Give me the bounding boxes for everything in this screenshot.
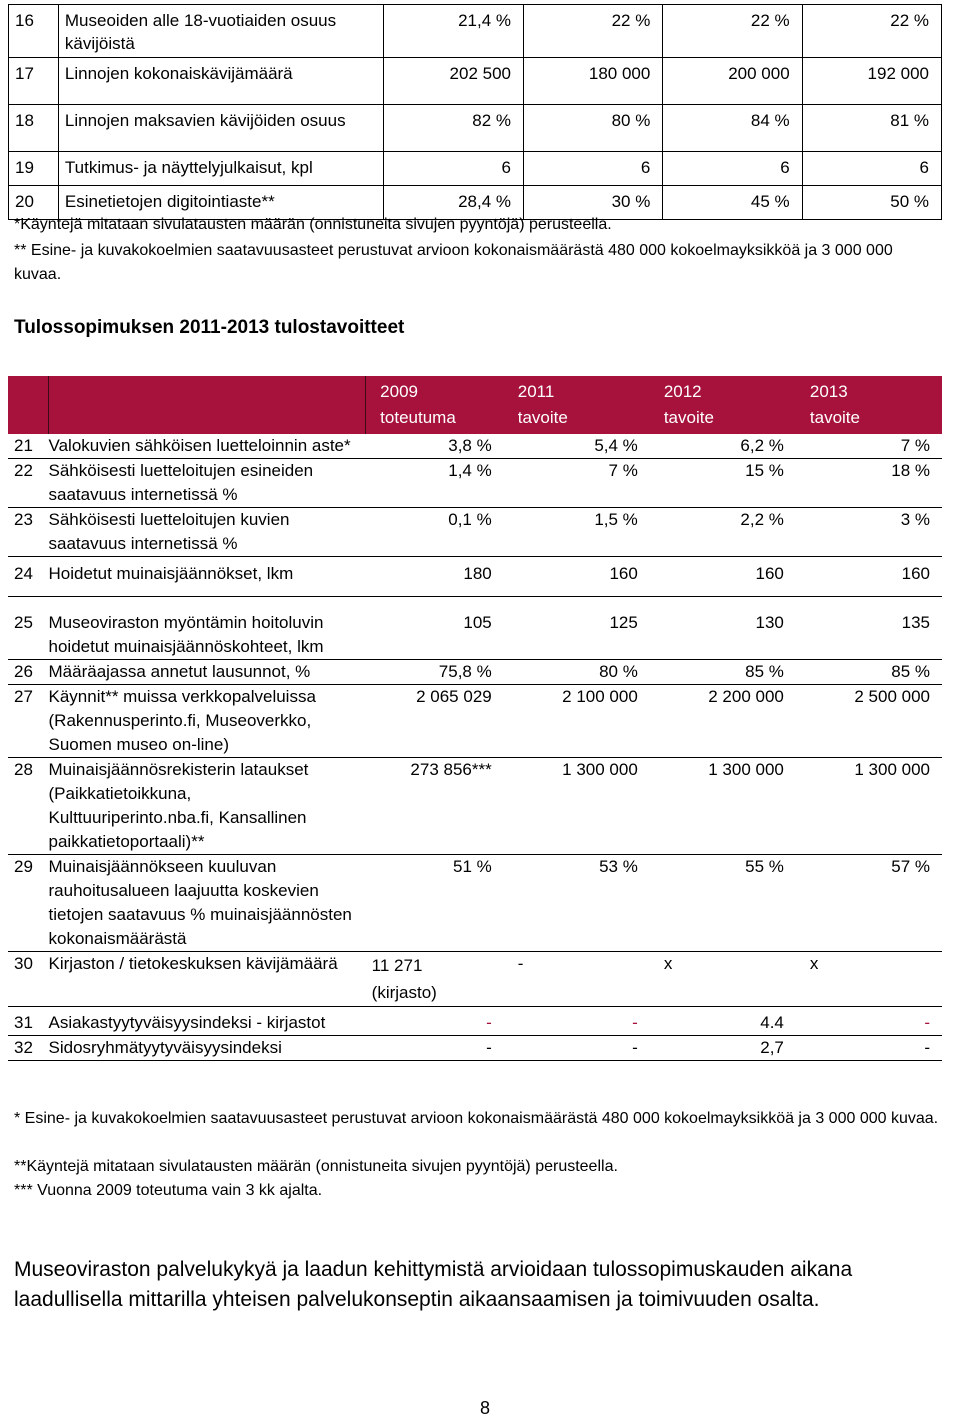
value-cell: 18 % bbox=[796, 459, 942, 508]
table-row bbox=[8, 855, 942, 952]
row-number: 21 bbox=[14, 436, 33, 455]
table-row bbox=[8, 597, 942, 660]
value-cell: 7 % bbox=[504, 459, 650, 508]
row-label: Määräajassa annetut lausunnot, % bbox=[49, 660, 366, 685]
column-header-2013: 2013 tavoite bbox=[796, 376, 942, 434]
value-cell: 85 % bbox=[796, 660, 942, 685]
table-row bbox=[8, 1036, 942, 1061]
value-cell: - bbox=[504, 952, 650, 1007]
table-row bbox=[8, 459, 942, 508]
row-number: 31 bbox=[8, 1007, 49, 1036]
row-label: Museoviraston myöntämin hoitoluvin hoidetut muinaisjäännöskohteet, lkm bbox=[49, 597, 366, 660]
indicator-table-top bbox=[8, 4, 942, 220]
row-number: 28 bbox=[8, 758, 49, 855]
value-cell: 30 % bbox=[524, 186, 663, 220]
value-cell: - bbox=[366, 1007, 504, 1036]
value-cell: 81 % bbox=[802, 105, 941, 152]
value-cell: 273 856*** bbox=[366, 758, 504, 855]
value-cell: 135 bbox=[796, 597, 942, 660]
row-number: 25 bbox=[8, 597, 49, 660]
row-label: Sidosryhmätyytyväisyysindeksi bbox=[49, 1036, 366, 1061]
footnote: **Käyntejä mitataan sivulatausten määrän (onnistuneita sivujen pyyntöjä) perusteella. bbox=[14, 1158, 618, 1175]
value-cell: x bbox=[796, 952, 942, 1007]
table-note: *Käyntejä mitataan sivulatausten määrän (onnistuneita sivujen pyyntöjä) perusteella. bbox=[14, 216, 612, 233]
value-cell: 22 % bbox=[524, 5, 663, 58]
value-cell: 85 % bbox=[650, 660, 796, 685]
row-number: 26 bbox=[8, 660, 49, 685]
row-number: 30 bbox=[8, 952, 49, 1007]
value-cell: 202 500 bbox=[384, 58, 524, 105]
value-cell: 2,7 bbox=[650, 1036, 796, 1061]
value-cell: - bbox=[366, 1036, 504, 1061]
value-cell: 160 bbox=[650, 557, 796, 597]
table-row bbox=[8, 1007, 942, 1036]
value-cell: 0,1 % bbox=[366, 508, 504, 557]
row-number: 22 bbox=[8, 459, 49, 508]
row-label: Hoidetut muinaisjäännökset, lkm bbox=[49, 557, 366, 597]
section-title: Tulossopimuksen 2011-2013 tulostavoitteet bbox=[14, 317, 405, 338]
value-cell: 2 100 000 bbox=[504, 685, 650, 758]
footnote: * Esine- ja kuvakokoelmien saatavuusasteet perustuvat arvioon kokonaismäärästä 480 000 kokoelmayksikköä ja 3 000 000 kuvaa. bbox=[14, 1110, 939, 1127]
value-cell: - bbox=[796, 1007, 942, 1036]
row-number: 23 bbox=[8, 508, 49, 557]
row-label: Tutkimus- ja näyttelyjulkaisut, kpl bbox=[58, 152, 384, 186]
value-cell: 1,5 % bbox=[504, 508, 650, 557]
table-row bbox=[9, 58, 942, 105]
value-cell: 2,2 % bbox=[650, 508, 796, 557]
value-cell: 75,8 % bbox=[366, 660, 504, 685]
header-blank-cell bbox=[8, 376, 49, 434]
value-cell: 6 bbox=[802, 152, 941, 186]
value-cell: 1 300 000 bbox=[796, 758, 942, 855]
row-label: Valokuvien sähköisen luetteloinnin aste* bbox=[48, 436, 351, 455]
value-cell: 6 bbox=[663, 152, 802, 186]
value-cell: 160 bbox=[504, 557, 650, 597]
table-note: ** Esine- ja kuvakokoelmien saatavuusasteet perustuvat arvioon kokonaismäärästä 480 000 kokoelmayksikköä ja 3 000 000 kuvaa. bbox=[14, 242, 893, 283]
value-cell: 1,4 % bbox=[366, 459, 504, 508]
row-label: Sähköisesti luetteloitujen esineiden saatavuus internetissä % bbox=[49, 459, 366, 508]
table-row bbox=[8, 434, 942, 459]
table-row bbox=[8, 557, 942, 597]
row-label: Linnojen maksavien kävijöiden osuus bbox=[58, 105, 384, 152]
table-row bbox=[8, 952, 942, 1007]
column-header-2012: 2012 tavoite bbox=[650, 376, 796, 434]
value-cell: 7 % bbox=[900, 436, 930, 455]
value-cell: 80 % bbox=[504, 660, 650, 685]
table-row bbox=[9, 105, 942, 152]
value-cell: 200 000 bbox=[663, 58, 802, 105]
value-cell: 57 % bbox=[796, 855, 942, 952]
value-cell: 125 bbox=[504, 597, 650, 660]
row-label: Asiakastyytyväisyysindeksi - kirjastot bbox=[49, 1007, 366, 1036]
row-label: Museoiden alle 18-vuotiaiden osuus kävijöistä bbox=[58, 5, 384, 58]
value-cell: x bbox=[650, 952, 796, 1007]
page-number: 8 bbox=[480, 1398, 491, 1418]
value-cell: 11 271 (kirjasto) bbox=[366, 952, 504, 1007]
closing-paragraph: Museoviraston palvelukykyä ja laadun kehittymistä arvioidaan tulossopimuskauden aikana laadullisella mittarilla yhteisen palvelukonseptin aikaansaamisen ja toimivuuden osalta. bbox=[14, 1258, 853, 1311]
value-cell: 6,2 % bbox=[740, 436, 784, 455]
value-cell: 1 300 000 bbox=[650, 758, 796, 855]
value-cell: 55 % bbox=[650, 855, 796, 952]
value-cell: 1 300 000 bbox=[504, 758, 650, 855]
value-cell: 51 % bbox=[366, 855, 504, 952]
row-label: Kirjaston / tietokeskuksen kävijämäärä bbox=[49, 952, 366, 1007]
performance-targets-table bbox=[8, 376, 942, 1061]
value-cell: 22 % bbox=[663, 5, 802, 58]
row-number: 29 bbox=[8, 855, 49, 952]
table-row bbox=[9, 152, 942, 186]
column-header-2011: 2011 tavoite bbox=[504, 376, 650, 434]
row-label: Sähköisesti luetteloitujen kuvien saatavuus internetissä % bbox=[49, 508, 366, 557]
value-cell: 130 bbox=[650, 597, 796, 660]
row-number: 19 bbox=[9, 152, 59, 186]
table-row bbox=[9, 5, 942, 58]
value-cell: 3 % bbox=[796, 508, 942, 557]
row-number: 32 bbox=[8, 1036, 49, 1061]
table-row bbox=[8, 758, 942, 855]
value-cell: 192 000 bbox=[802, 58, 941, 105]
table-header-row bbox=[8, 376, 942, 434]
row-number: 24 bbox=[8, 557, 49, 597]
value-cell: 6 bbox=[524, 152, 663, 186]
value-cell: 3,8 % bbox=[448, 436, 492, 455]
value-cell: 22 % bbox=[802, 5, 941, 58]
header-blank-cell bbox=[49, 376, 366, 434]
value-cell: - bbox=[504, 1036, 650, 1061]
value-cell: 84 % bbox=[663, 105, 802, 152]
row-label: Esinetietojen digitointiaste** bbox=[58, 186, 384, 220]
value-cell: - bbox=[796, 1036, 942, 1061]
value-cell: 53 % bbox=[504, 855, 650, 952]
column-header-2009: 2009 toteutuma bbox=[366, 376, 504, 434]
row-number: 27 bbox=[8, 685, 49, 758]
value-cell: 2 065 029 bbox=[366, 685, 504, 758]
value-cell: 6 bbox=[384, 152, 524, 186]
value-cell: 2 200 000 bbox=[650, 685, 796, 758]
value-cell: 45 % bbox=[663, 186, 802, 220]
row-number: 17 bbox=[9, 58, 59, 105]
row-label: Muinaisjäännökseen kuuluvan rauhoitusalueen laajuutta koskevien tietojen saatavuus % muinaisjäännösten kokonaismäärästä bbox=[49, 855, 366, 952]
row-number: 18 bbox=[9, 105, 59, 152]
table-row bbox=[8, 508, 942, 557]
value-cell: 2 500 000 bbox=[796, 685, 942, 758]
value-cell: 4.4 bbox=[650, 1007, 796, 1036]
value-cell: 105 bbox=[366, 597, 504, 660]
row-label: Käynnit** muissa verkkopalveluissa (Rakennusperinto.fi, Museoverkko, Suomen museo on-line) bbox=[49, 685, 366, 758]
value-cell: 28,4 % bbox=[384, 186, 524, 220]
table-row bbox=[8, 660, 942, 685]
table-row bbox=[8, 685, 942, 758]
value-cell: 21,4 % bbox=[384, 5, 524, 58]
row-number: 16 bbox=[9, 5, 59, 58]
value-cell: 180 000 bbox=[524, 58, 663, 105]
row-label: Linnojen kokonaiskävijämäärä bbox=[58, 58, 384, 105]
value-cell: 15 % bbox=[650, 459, 796, 508]
row-number: 20 bbox=[9, 186, 59, 220]
value-cell: 180 bbox=[366, 557, 504, 597]
value-cell: - bbox=[504, 1007, 650, 1036]
footnote: *** Vuonna 2009 toteutuma vain 3 kk ajalta. bbox=[14, 1182, 323, 1199]
row-label: Muinaisjäännösrekisterin lataukset (Paikkatietoikkuna, Kulttuuriperinto.nba.fi, Kansallinen paikkatietoportaali)** bbox=[49, 758, 366, 855]
value-cell: 80 % bbox=[524, 105, 663, 152]
value-cell: 160 bbox=[796, 557, 942, 597]
value-cell: 50 % bbox=[802, 186, 941, 220]
value-cell: 5,4 % bbox=[594, 436, 638, 455]
value-cell: 82 % bbox=[384, 105, 524, 152]
